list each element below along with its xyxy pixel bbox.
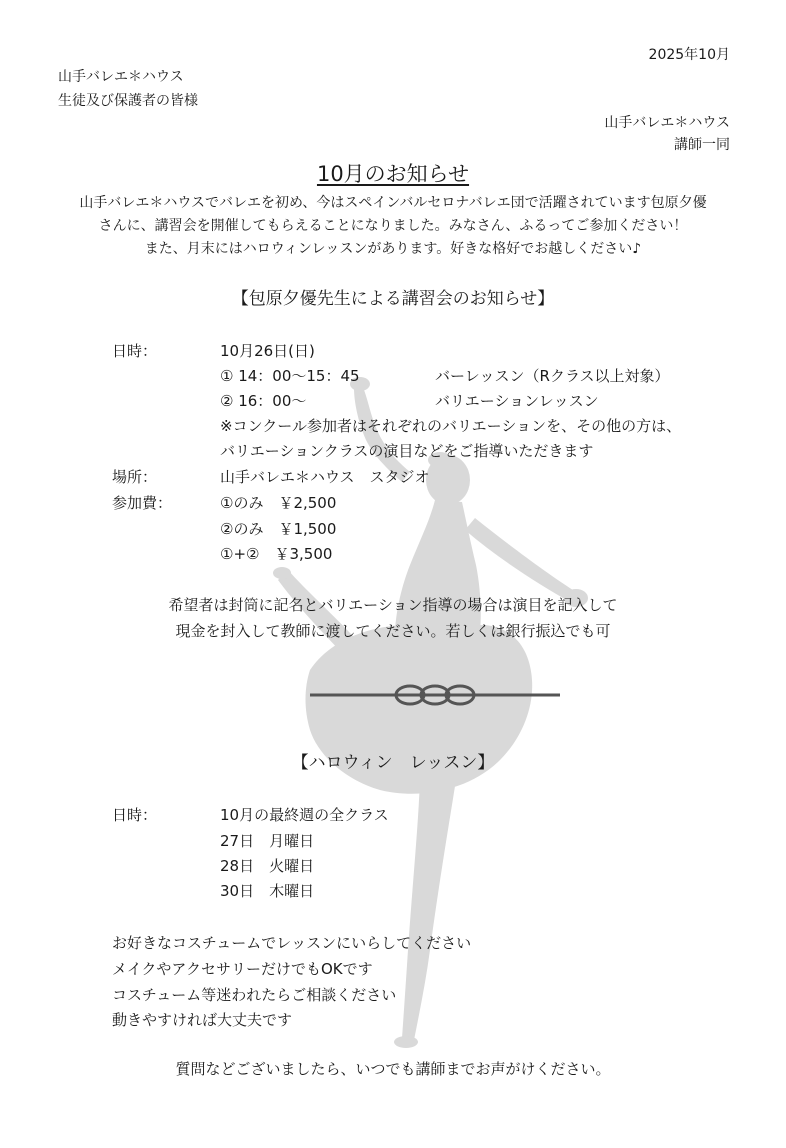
session2-desc: バリエーションレッスン bbox=[435, 392, 599, 410]
recipient: 生徒及び保護者の皆様 bbox=[58, 93, 198, 109]
halloween-note-1: お好きなコスチュームでレッスンにいらしてください bbox=[112, 934, 472, 952]
sender: 講師一同 bbox=[674, 137, 730, 153]
document-date: 2025年10月 bbox=[648, 47, 730, 63]
intro-line-1: 山手バレエ＊ハウスでバレエを初め、今はスペインバルセロナバレエ団で活躍されています包原夕優 bbox=[79, 195, 707, 211]
session1-time: ① 14：00〜15：45 bbox=[220, 367, 360, 385]
workshop-note-1: ※コンクール参加者はそれぞれのバリエーションを、その他の方は、 bbox=[220, 417, 682, 435]
intro-line-2: さんに、講習会を開催してもらえることになりました。みなさん、ふるってご参加ください！ bbox=[98, 218, 688, 234]
halloween-note-3: コスチューム等迷われたらご相談ください bbox=[112, 986, 397, 1004]
place-value: 山手バレエ＊ハウス スタジオ bbox=[220, 468, 430, 486]
place-label: 場所： bbox=[112, 468, 158, 486]
halloween-day-1: 27日 月曜日 bbox=[220, 832, 315, 850]
halloween-date-summary: 10月の最終週の全クラス bbox=[220, 806, 389, 824]
fee-option-2: ②のみ ￥1,500 bbox=[220, 520, 337, 538]
halloween-note-4: 動きやすければ大丈夫です bbox=[112, 1011, 293, 1029]
halloween-datetime-label: 日時： bbox=[112, 806, 158, 824]
page-title: 10月のお知らせ bbox=[316, 162, 470, 186]
intro-line-3: また、月末にはハロウィンレッスンがあります。好きな格好でお越しください♪ bbox=[144, 241, 642, 257]
apply-line-2: 現金を封入して教師に渡してください。若しくは銀行振込でも可 bbox=[175, 622, 611, 640]
halloween-day-3: 30日 木曜日 bbox=[220, 882, 315, 900]
workshop-note-2: バリエーションクラスの演目などをご指導いただきます bbox=[220, 442, 594, 460]
session1-desc: バーレッスン（Rクラス以上対象） bbox=[435, 367, 670, 385]
workshop-heading: 【包原夕優先生による講習会のお知らせ】 bbox=[231, 289, 555, 309]
workshop-datetime-label: 日時： bbox=[112, 342, 158, 360]
halloween-heading: 【ハロウィン レッスン】 bbox=[291, 753, 495, 773]
recipient-org: 山手バレエ＊ハウス bbox=[58, 69, 184, 85]
halloween-day-2: 28日 火曜日 bbox=[220, 857, 315, 875]
sender-org: 山手バレエ＊ハウス bbox=[604, 115, 730, 131]
apply-line-1: 希望者は封筒に記名とバリエーション指導の場合は演目を記入して bbox=[168, 596, 618, 614]
fee-label: 参加費： bbox=[112, 494, 173, 512]
closing-message: 質問などございましたら、いつでも講師までお声がけください。 bbox=[175, 1060, 611, 1078]
fee-option-3: ①+② ￥3,500 bbox=[220, 545, 333, 563]
halloween-note-2: メイクやアクセサリーだけでもOKです bbox=[112, 960, 373, 978]
fee-option-1: ①のみ ￥2,500 bbox=[220, 494, 337, 512]
workshop-date: 10月26日(日) bbox=[220, 342, 315, 360]
session2-time: ② 16：00〜 bbox=[220, 392, 307, 410]
